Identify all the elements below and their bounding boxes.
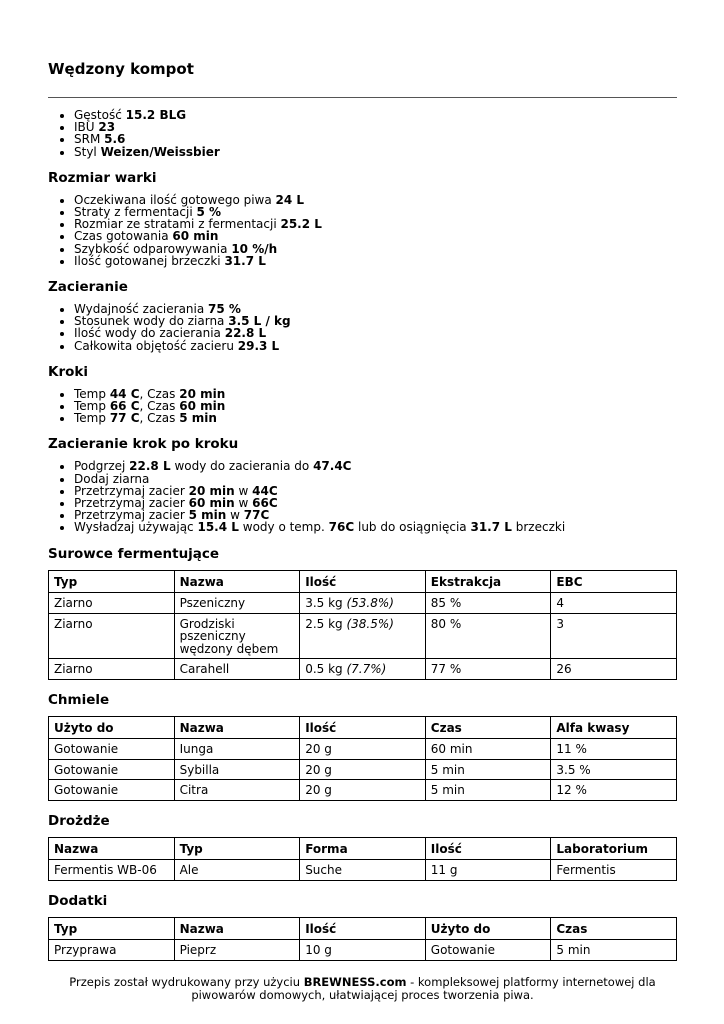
list-item: • Stosunek wody do ziarna 3.5 L / kg [74,315,677,327]
list-item: • Rozmiar ze stratami z fermentacji 25.2 L [74,218,677,230]
list-item: • Ilość wody do zacierania 22.8 L [74,327,677,339]
table-header-row: Nazwa Typ Forma Ilość Laboratorium [49,837,677,860]
table-header-row [49,570,677,593]
col-header: EBC [551,570,677,593]
summary-ibu: • IBU 23 [74,121,677,133]
step-item: • Temp 66 C, Czas 60 min [74,400,677,412]
list-item: • Straty z fermentacji 5 % [74,206,677,218]
table-row: Ziarno Grodziski pszeniczny wędzony dębem 2.5 kg (38.5%) 80 % 3 [49,613,677,659]
list-item: • Ilość gotowanej brzeczki 31.7 L [74,255,677,267]
list-item: • Wysładzaj używając 15.4 L wody o temp. 76C lub do osiągnięcia 31.7 L brzeczki [74,521,677,533]
col-header: Nazwa [174,570,300,593]
list-item: • Podgrzej 22.8 L wody do zacierania do 47.4C [74,460,677,472]
summary-srm: • SRM 5.6 [74,133,677,145]
list-item: • Szybkość odparowywania 10 %/h [74,243,677,255]
stepbystep-heading: Zacieranie krok po kroku [48,436,239,453]
batch-heading: Rozmiar warki [48,169,157,186]
col-header: Ekstrakcja [425,570,551,593]
yeast-heading: Drożdże [48,812,110,829]
step-item: • Temp 77 C, Czas 5 min [74,412,677,424]
summary-gravity: • Gęstość 15.2 BLG [74,109,677,121]
summary-list [48,109,677,158]
hops-heading: Chmiele [48,691,110,708]
steps-heading: Kroki [48,363,88,380]
yeast-table [48,837,677,881]
extras-table [48,917,677,961]
list-item: • Przetrzymaj zacier 60 min w 66C [74,497,677,509]
extras-heading: Dodatki [48,892,108,909]
summary-style: • Styl Weizen/Weissbier [74,146,677,158]
col-header: Ilość [300,570,426,593]
page-title: Wędzony kompot [48,60,194,78]
table-row: Przyprawa Pieprz 10 g Gotowanie 5 min [49,940,677,961]
table-row: Gotowanie Sybilla 20 g 5 min 3.5 % [49,759,677,780]
table-row: Ziarno Pszeniczny 3.5 kg (53.8%) 85 % 4 [49,593,677,614]
table-header-row: Użyto do Nazwa Ilość Czas Alfa kwasy [49,716,677,739]
list-item: • Oczekiwana ilość gotowego piwa 24 L [74,194,677,206]
list-item: • Przetrzymaj zacier 20 min w 44C [74,485,677,497]
table-row: Gotowanie Citra 20 g 5 min 12 % [49,780,677,801]
list-item: • Całkowita objętość zacieru 29.3 L [74,340,677,352]
title-divider [48,97,677,98]
stepbystep-list [48,460,677,533]
steps-list [48,388,677,425]
step-item: • Temp 44 C, Czas 20 min [74,388,677,400]
table-row: Gotowanie Iunga 20 g 60 min 11 % [49,739,677,760]
table-row: Fermentis WB-06 Ale Suche 11 g Fermentis [49,860,677,881]
mash-heading: Zacieranie [48,279,128,296]
list-item: • Wydajność zacierania 75 % [74,303,677,315]
hops-table [48,716,677,801]
mash-list [48,303,677,352]
batch-list [48,194,677,267]
list-item: • Dodaj ziarna [74,473,677,485]
recipe-content [48,109,677,961]
fermentables-heading: Surowce fermentujące [48,545,220,562]
table-header-row: Typ Nazwa Ilość Użyto do Czas [49,917,677,940]
list-item: • Przetrzymaj zacier 5 min w 77C [74,509,677,521]
table-row: Ziarno Carahell 0.5 kg (7.7%) 77 % 26 [49,659,677,680]
fermentables-table [48,570,677,680]
col-header: Typ [49,570,175,593]
footer-note: Przepis został wydrukowany przy użyciu BREWNESS.com - kompleksowej platformy internetowej dla piwowarów domowych, ułatwiającej proces tworzenia piwa. [69,975,656,1002]
brand-name: BREWNESS.com [303,975,407,989]
list-item: • Czas gotowania 60 min [74,230,677,242]
